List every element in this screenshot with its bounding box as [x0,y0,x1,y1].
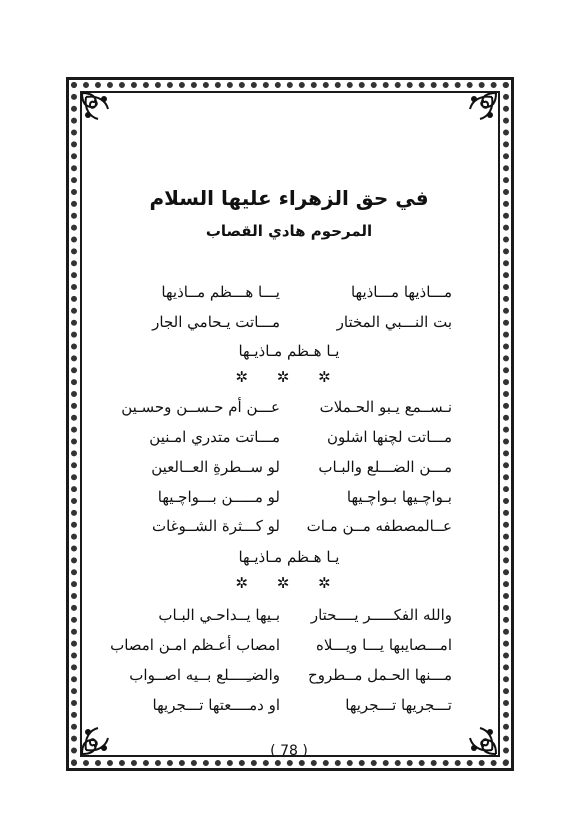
verse-right: مـــن الضـــلع والبـاب [318,458,452,476]
corner-ornament-icon [464,89,500,125]
verse-line [0,458,578,482]
verse-line [0,313,578,337]
verse-right: تـــجريها تـــجريها [345,696,452,714]
verse-right: عــالمصطفه مــن مـات [306,517,452,535]
verse-line [0,488,578,512]
stars-separator: ✲ ✲ ✲ [235,574,343,592]
refrain: يـا هـظم مـاذيـها [238,342,340,360]
verse-right: امـــصايبها يـــا ويـــلاه [315,636,452,654]
poem-author: المرحوم هادي القصاب [205,222,373,240]
verse-line [0,283,578,307]
verse-line [0,428,578,452]
verse-left: او دمــــعتها تـــجريها [152,696,280,714]
verse-left: امصاب أعـظم امـن امصاب [110,636,280,654]
verse-left: مـــاتت يـحامي الجار [152,313,280,331]
verse-right: والله الفكـــــر يــــحتار [310,606,452,624]
verse-right: نـســمع يـبو الحـملات [319,398,452,416]
verse-left: مـــاتت متدري امـنين [149,428,280,446]
verse-line [0,696,578,720]
verse-left: لو كـــثرة الشــوغات [151,517,280,535]
verse-left: لو مـــــن بـــواچـيها [157,488,280,506]
poem-title: في حق الزهراء عليها السلام [149,186,429,210]
verse-line [0,606,578,630]
verse-left: بـيها يــداحـي البـاب [158,606,280,624]
verse-left: والضـِــــلع بــيه اصــواب [129,666,280,684]
verse-line [0,636,578,660]
refrain: يـا هـظم مـاذيـها [238,548,340,566]
verse-right: مـــاتت لچنها اشلون [327,428,452,446]
page-number: ( 78 ) [270,743,308,759]
verse-left: يـــا هـــظم مــاذيها [161,283,280,301]
verse-line [0,666,578,690]
verse-line [0,398,578,422]
verse-right: بت النـــبي المختار [336,313,452,331]
verse-right: مـــنها الحـمل مــطروح [308,666,452,684]
corner-ornament-icon [78,89,114,125]
verse-left: عـــن أم حـســن وحسـين [121,398,280,416]
verse-left: لو ســطرةِ العــالعين [151,458,280,476]
verse-line [0,517,578,541]
stars-separator: ✲ ✲ ✲ [235,368,343,386]
verse-right: بـواچـيها بـواچـيها [346,488,452,506]
verse-right: مـــاذيها مـــاذيها [350,283,452,301]
